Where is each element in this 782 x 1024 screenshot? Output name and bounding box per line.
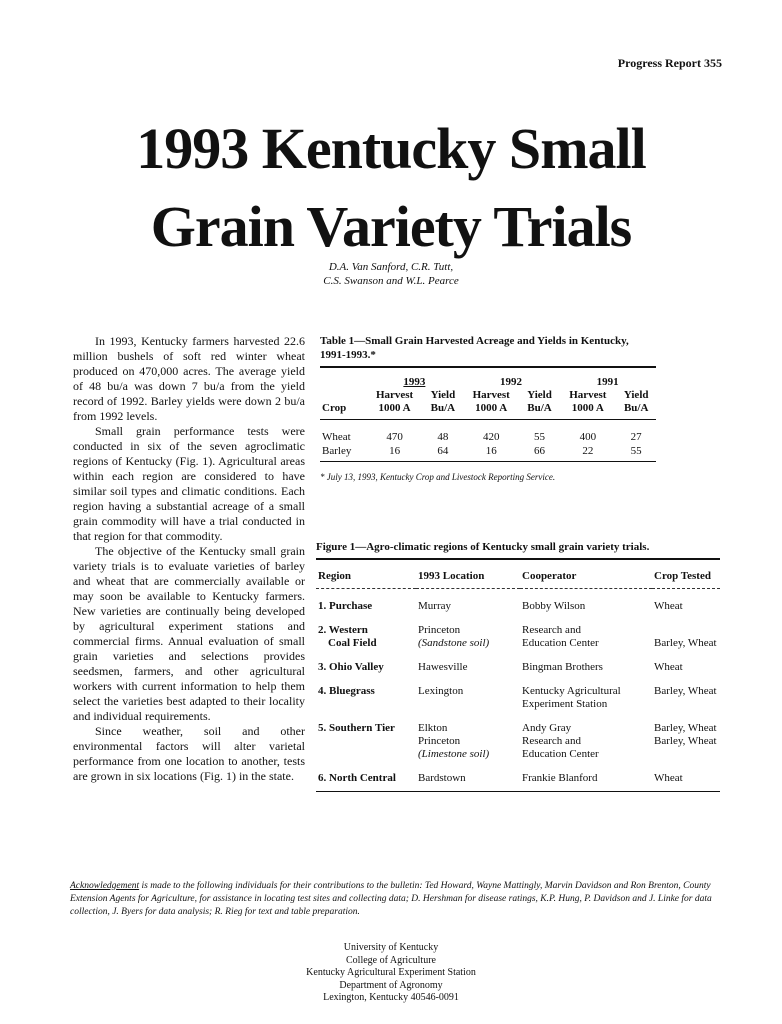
crop-tested-cont: Barley, Wheat [654,637,717,649]
location: Hawesville [418,661,468,673]
cooperator: Kentucky Agricultural [522,685,621,697]
crop-tested [654,624,718,637]
col-header: 1000 A [475,402,508,414]
crop-tested: Barley, Wheat [654,685,717,697]
footer-address [0,942,782,1005]
crop-tested: Barley, Wheat [654,722,717,734]
body-paragraph: The objective of the Kentucky small grain variety trials is to evaluate varieties of barley and wheat that are commercially available or may soon be available to Kentucky farmers. New varieties are continually being developed by agricultural experiment stations and commercial firms. Annual evaluation of small grain varieties and selections provides seedsmen, farmers, and other agricultural workers with current information to help them select the varieties best adapted to their locality and individual requirements. [73,544,305,723]
col-header: Yield [527,389,552,401]
cooperator: Bingman Brothers [522,661,603,673]
page-title [0,110,782,266]
cooperator: Bobby Wilson [522,600,586,612]
cell: 64 [437,445,449,457]
cooperator-cont: Experiment Station [522,698,608,710]
cooperator-cont: Research and [522,735,581,747]
location: Murray [418,600,451,612]
table-1-footnote: * July 13, 1993, Kentucky Crop and Livestock Reporting Service. [320,472,556,482]
body-text-column [73,334,305,784]
location: Princeton [418,624,461,636]
region-name: 3. Ohio Valley [318,661,384,673]
title-line-2: Grain Variety Trials [150,194,632,259]
table-row [316,761,720,792]
table-row [320,444,656,462]
col-header: 1000 A [378,402,411,414]
cell: 55 [630,445,642,457]
body-paragraph: Small grain performance tests were conducted in six of the seven agroclimatic regions of Kentucky (Fig. 1). Agricultural areas within each region are considered to have similar soil types and climatic conditions. Each region having a substantial acreage of a small grain commodity will have a trial conducted in that region for that commodity. [73,424,305,543]
col-header: 1000 A [571,402,604,414]
cell: 55 [534,431,546,443]
cooperator-cont: Education Center [522,637,599,649]
table-1-caption: Table 1—Small Grain Harvested Acreage and Yields in Kentucky, 1991-1993.* [320,335,629,361]
cooperator: Research and [522,624,581,636]
body-paragraph: Since weather, soil and other environmental factors will alter varietal performance from one location to another, tests are grown in six locations (Fig. 1) in the state. [73,724,305,783]
location-cont: Princeton [418,735,461,747]
crop-tested: Wheat [654,661,683,673]
footer-line: College of Agriculture [346,954,436,966]
location-note: (Limestone soil) [418,748,490,760]
report-label: Progress Report 355 [617,56,722,70]
year-header: 1992 [500,376,522,388]
location-note: (Sandstone soil) [418,637,490,649]
region-name: 1. Purchase [318,600,373,612]
year-header: 1991 [596,376,619,388]
authors-line-2: C.S. Swanson and W.L. Pearce [323,275,459,287]
location: Lexington [418,685,464,697]
cell: 48 [437,431,449,443]
col-header-cooperator: Cooperator [520,560,652,589]
crop-tested-cont: Barley, Wheat [654,735,717,747]
table-row [316,589,720,614]
cell: 22 [582,445,594,457]
footer-line: University of Kentucky [343,942,439,953]
col-header: Yield [430,389,456,401]
col-header-crop: Crop Tested [652,560,720,589]
year-header: 1993 [403,376,426,388]
table-1 [320,334,656,482]
col-header-region: Region [316,560,416,589]
cell: 16 [485,445,497,457]
table-row [320,420,656,445]
authors [0,260,782,288]
col-header: Harvest [569,389,607,401]
table-row [316,613,720,650]
cell: 66 [534,445,546,457]
table-row [316,674,720,711]
cell: 470 [386,431,403,443]
col-header: Bu/A [623,402,649,414]
location: Elkton [418,722,448,734]
cell-crop: Barley [322,445,352,457]
location: Bardstown [418,772,466,784]
cooperator: Frankie Blanford [522,772,598,784]
table-row [316,650,720,674]
body-paragraph: In 1993, Kentucky farmers harvested 22.6 million bushels of soft red winter wheat produced on 470,000 acres. The average yield of 48 bu/a was down 7 bu/a from the yield record of 1992. Barley yields were down 2 bu/a from 1992 levels. [73,334,305,423]
cell: 27 [630,431,642,443]
col-header: Harvest [375,389,414,401]
footer-line: Kentucky Agricultural Experiment Station [306,967,476,978]
cooperator-cont: Education Center [522,748,599,760]
figure-1 [316,540,720,792]
region-name: 2. Western [318,624,368,636]
figure-1-caption: Figure 1—Agro-climatic regions of Kentucky small grain variety trials. [316,541,650,553]
figure-1-table [316,560,720,792]
cell: 16 [389,445,401,457]
cell-crop: Wheat [322,431,351,443]
cooperator: Andy Gray [522,722,572,734]
cell: 420 [482,431,500,443]
col-header-location: 1993 Location [416,560,520,589]
title-line-1: 1993 Kentucky Small [136,116,646,181]
cell: 400 [579,431,597,443]
col-header: Harvest [472,389,510,401]
table-1-grid [320,376,656,462]
region-name: 4. Bluegrass [318,685,375,697]
crop-tested: Wheat [654,600,683,612]
acknowledgement-text: is made to the following individuals for their contributions to the bulletin: Ted Howard, Wayne Mattingly, Marvin Davidson and Ron Brenton, County Extension Agents for Agriculture, for assistance in locating test sites and collecting data; D. Hershman for disease ratings, K.P. Hung, P. Davidson and J. Linke for data collection, J. Byers for data analysis; R. Rieg for text and table preparation. [70,881,712,917]
footer-line: Department of Agronomy [339,979,443,991]
region-name-cont: Coal Field [328,637,377,649]
acknowledgement-lead: Acknowledgement [70,881,140,891]
acknowledgement [70,880,720,919]
region-name: 6. North Central [318,772,396,784]
col-header: Bu/A [430,402,456,414]
table-row [316,711,720,761]
authors-line-1: D.A. Van Sanford, C.R. Tutt, [328,261,454,273]
col-header: Yield [623,389,649,401]
region-name: 5. Southern Tier [318,722,395,734]
footer-line: Lexington, Kentucky 40546-0091 [323,992,459,1003]
col-header-crop: Crop [322,402,347,414]
crop-tested: Wheat [654,772,683,784]
col-header: Bu/A [527,402,552,414]
